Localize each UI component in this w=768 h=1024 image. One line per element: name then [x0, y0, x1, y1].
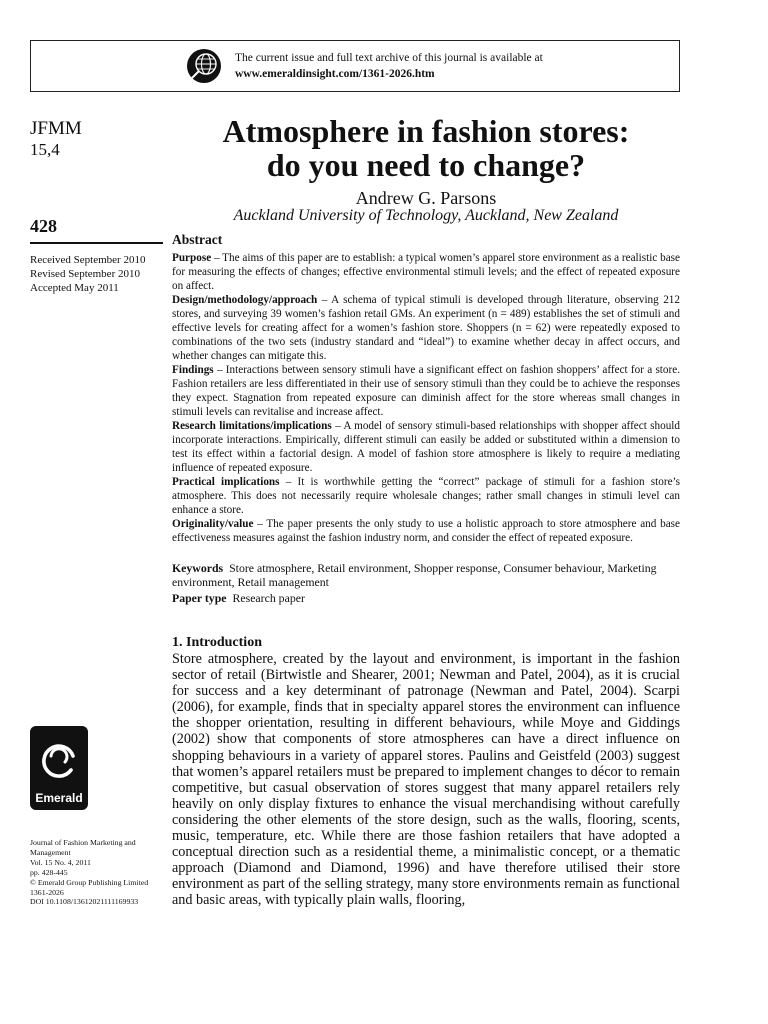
keywords-text: Store atmosphere, Retail environment, Shopper response, Consumer behaviour, Marketing environment, Retail management	[172, 561, 657, 589]
abstract-text: – A model of sensory stimuli-based relationships with shopper affect should incorporate interactions. Empirically, different stimuli can easily be added or substituted within a dimension to test its effect within a factorial design. A model of fashion store atmosphere is likely to require a mediating influence of repeated exposure.	[172, 420, 680, 474]
abstract-body	[172, 251, 680, 545]
abstract-originality	[172, 517, 680, 545]
journal-archive-notice-box	[30, 40, 680, 92]
abstract-design	[172, 293, 680, 363]
article-title	[172, 114, 680, 182]
abstract-label: Findings	[172, 364, 214, 376]
journal-pages: pp. 428-445	[30, 867, 68, 877]
emerald-logo-text: Emerald	[35, 791, 83, 805]
archive-url-link[interactable]: www.emeraldinsight.com/1361-2026.htm	[235, 68, 435, 80]
paper-type-value: Research paper	[232, 591, 305, 605]
abstract-practical	[172, 475, 680, 517]
margin-divider	[30, 242, 163, 244]
journal-copyright: © Emerald Group Publishing Limited	[30, 877, 149, 887]
submission-dates	[30, 253, 145, 295]
paper-type	[172, 591, 305, 606]
journal-code: JFMM	[30, 118, 82, 139]
abstract-limitations	[172, 419, 680, 475]
emerald-logo-icon	[30, 726, 88, 810]
title-line-2: do you need to change?	[266, 147, 586, 183]
abstract-text: – It is worthwhile getting the “correct” package of stimuli for a fashion store’s atmosphere. This does not necessarily require wholesale changes; rather small changes in stimuli level can enhance a store.	[172, 476, 680, 516]
abstract-text: – A schema of typical stimuli is developed through literature, observing 212 stores, and surveying 39 women’s fashion retail GMs. An experiment (n = 489) establishes the set of stimuli and effective levels for creating affect for a women’s fashion store. Shoppers (n = 62) were repeatedly exposed to combinations of the two sets (industry standard and “ideal”) to examine whether decay in affect occurs, and whether changes can mitigate this.	[172, 294, 680, 362]
abstract-text: – Interactions between sensory stimuli have a significant effect on fashion shoppers’ affect for a store. Fashion retailers are less differentiated in their use of sensory stimuli than they could be to achieve the responses they expect. Stagnation from repeated exposure can diminish affect for the store whereas small changes in stimuli levels can revitalise and increase affect.	[172, 364, 680, 418]
author-affiliation: Auckland University of Technology, Auckland, New Zealand	[233, 207, 619, 224]
abstract-label: Purpose	[172, 252, 212, 264]
introduction-body: Store atmosphere, created by the layout and environment, is important in the fashion sector of retail (Birtwistle and Shearer, 2001; Newman and Patel, 2004), as it is crucial for success and a key determinant of patronage (Newman and Patel, 2004). Scarpi (2006), for example, finds that in specialty apparel stores the environment can influence the shopper orientation, resulting in different behaviours, while Moye and Giddings (2002) show that components of store atmospheres can have a direct influence on shopping behaviours in a variety of apparel stores. Paulins and Geistfeld (2003) suggest that women’s apparel retailers must be prepared to implement changes to décor to remain competitive, but casual observation of stores suggest that many apparel retailers rely heavily on only display fixtures to enhance the visual merchandising without carefully considering the other elements of the store design, such as the walls, flooring, scents, music, temperature, etc. While there are those fashion retailers that have adopted a conceptual direction such as a residential theme, a minimalistic concept, or a thematic approach (Diamond and Diamond, 1996) and have therefore utilised their store environment as part of the selling strategy, many store environments remain as functional and basic areas, with typically plain walls, flooring,	[172, 651, 680, 909]
journal-volume: 15,4	[30, 140, 60, 159]
abstract-heading: Abstract	[172, 232, 223, 247]
abstract-label: Originality/value	[172, 518, 254, 530]
journal-doi: DOI 10.1108/13612021111169933	[30, 897, 139, 907]
archive-notice-text: The current issue and full text archive of this journal is available at	[235, 52, 543, 64]
abstract-findings	[172, 363, 680, 419]
introduction-heading: 1. Introduction	[172, 635, 262, 650]
date-revised: Revised September 2010	[30, 268, 140, 280]
journal-issn: 1361-2026	[30, 887, 64, 897]
date-received: Received September 2010	[30, 254, 146, 266]
abstract-label: Practical implications	[172, 476, 280, 488]
journal-citation-info	[30, 838, 170, 907]
keywords	[172, 561, 680, 589]
author-name: Andrew G. Parsons	[355, 188, 497, 208]
date-accepted: Accepted May 2011	[30, 282, 119, 294]
abstract-text: – The aims of this paper are to establish: a typical women’s apparel store environment as a realistic base for measuring the effects of changes; effective environmental stimuli levels; and the effect of repeated exposure on affect.	[172, 252, 680, 292]
page-number: 428	[30, 216, 57, 236]
title-line-1: Atmosphere in fashion stores:	[222, 113, 630, 149]
abstract-purpose	[172, 251, 680, 293]
keywords-label: Keywords	[172, 561, 224, 575]
abstract-label: Research limitations/implications	[172, 420, 332, 432]
paper-type-label: Paper type	[172, 591, 227, 605]
globe-icon	[186, 48, 222, 84]
abstract-text: – The paper presents the only study to use a holistic approach to store atmosphere and base effectiveness measures against the fashion industry norm, and consider the effect of repeated exposure.	[172, 518, 681, 544]
journal-name: Journal of Fashion Marketing and Management	[30, 838, 136, 857]
abstract-label: Design/methodology/approach	[172, 294, 318, 306]
journal-issue: Vol. 15 No. 4, 2011	[30, 857, 91, 867]
